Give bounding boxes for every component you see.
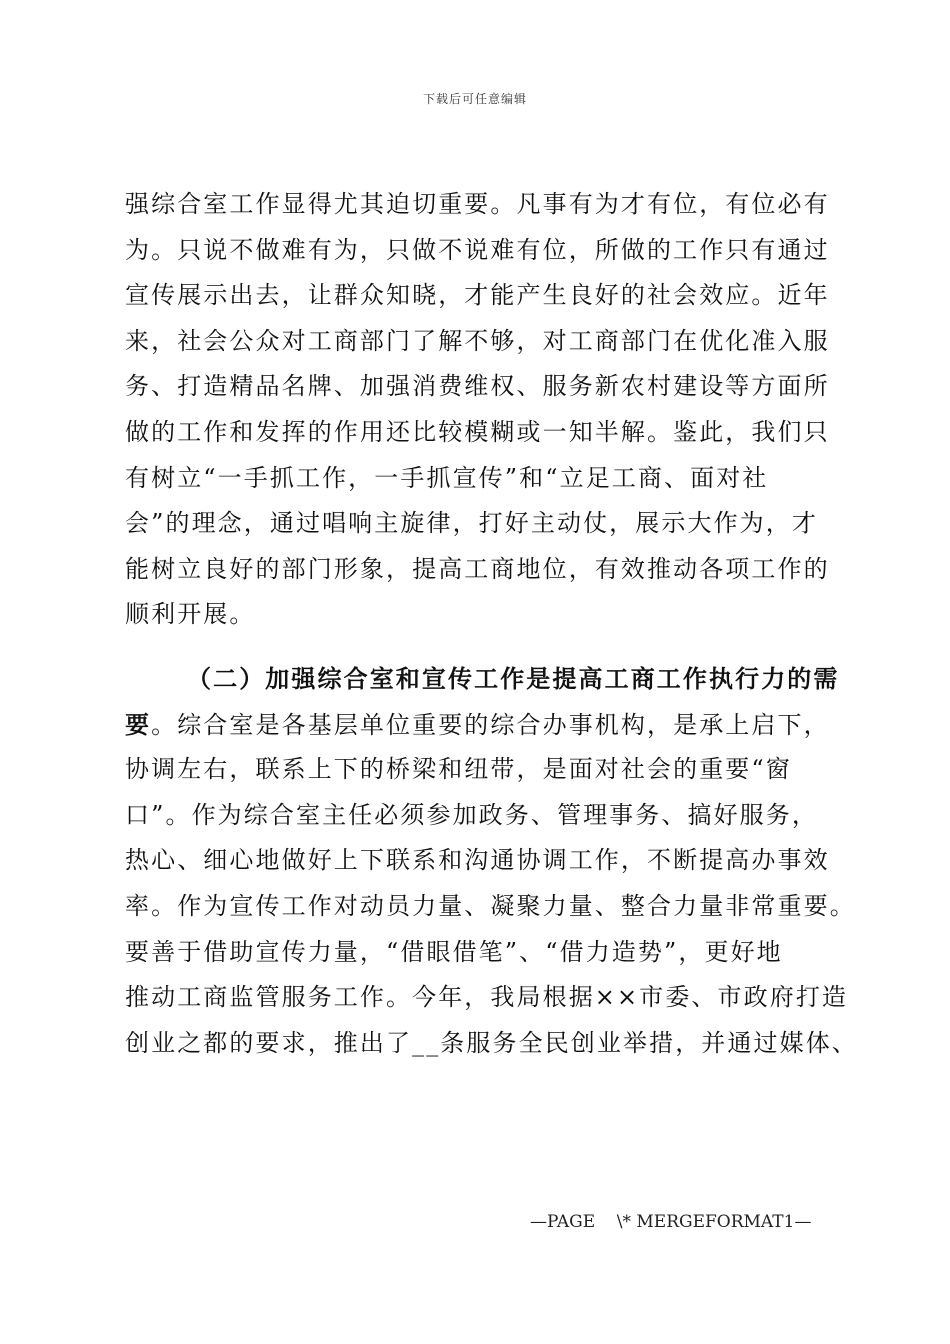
text-line: 创业之都的要求，推出了__条服务全民创业举措，并通过媒体、 xyxy=(125,1028,858,1057)
text-line: 率。作为宣传工作对动员力量、凝聚力量、整合力量非常重要。 xyxy=(125,891,856,920)
text-line: 为。只说不做难有为，只做不说难有位，所做的工作只有通过 xyxy=(125,235,830,264)
text-line: 顺利开展。 xyxy=(125,600,256,629)
text-line: 来，社会公众对工商部门了解不够，对工商部门在优化准入服 xyxy=(125,326,830,355)
text-line: 宣传展示出去，让群众知晓，才能产生良好的社会效应。近年 xyxy=(125,281,830,310)
page-footer: —PAGE \* MERGEFORMAT1— xyxy=(530,1212,812,1232)
document-body xyxy=(125,182,858,1066)
text-line: 会”的理念，通过唱响主旋律，打好主动仗，展示大作为，才 xyxy=(125,509,818,538)
text-line: 口”。作为综合室主任必须参加政务、管理事务、搞好服务， xyxy=(125,800,818,829)
text-span: 。综合室是各基层单位重要的综合办事机构，是承上启下， xyxy=(151,710,830,739)
text-line: 热心、细心地做好上下联系和沟通协调工作，不断提高办事效 xyxy=(125,846,830,875)
section-heading-end: 要 xyxy=(125,709,152,739)
text-line: 务、打造精品名牌、加强消费维权、服务新农村建设等方面所 xyxy=(125,372,830,401)
text-line: 强综合室工作显得尤其迫切重要。凡事有为才有位，有位必有 xyxy=(125,190,830,218)
paragraph-2 xyxy=(125,656,858,1066)
text-line: 协调左右，联系上下的桥梁和纽带，是面对社会的重要“窗 xyxy=(125,755,792,784)
page-header: 下载后可任意编辑 xyxy=(422,92,527,106)
text-line: 做的工作和发挥的作用还比较模糊或一知半解。鉴此，我们只 xyxy=(125,417,830,446)
text-line: 要善于借助宣传力量，“借眼借笔”、“借力造势”，更好地 xyxy=(125,937,783,966)
text-line: 推动工商监管服务工作。今年，我局根据××市委、市政府打造 xyxy=(125,983,849,1012)
text-line xyxy=(125,702,837,748)
paragraph-spacer xyxy=(125,638,837,656)
text-line: 能树立良好的部门形象，提高工商地位，有效推动各项工作的 xyxy=(125,554,830,583)
text-line: 有树立“一手抓工作，一手抓宣传”和“立足工商、面对社 xyxy=(125,463,769,492)
paragraph-1 xyxy=(125,182,837,638)
section-heading: （二）加强综合室和宣传工作是提高工商工作执行力的需 xyxy=(187,663,840,693)
